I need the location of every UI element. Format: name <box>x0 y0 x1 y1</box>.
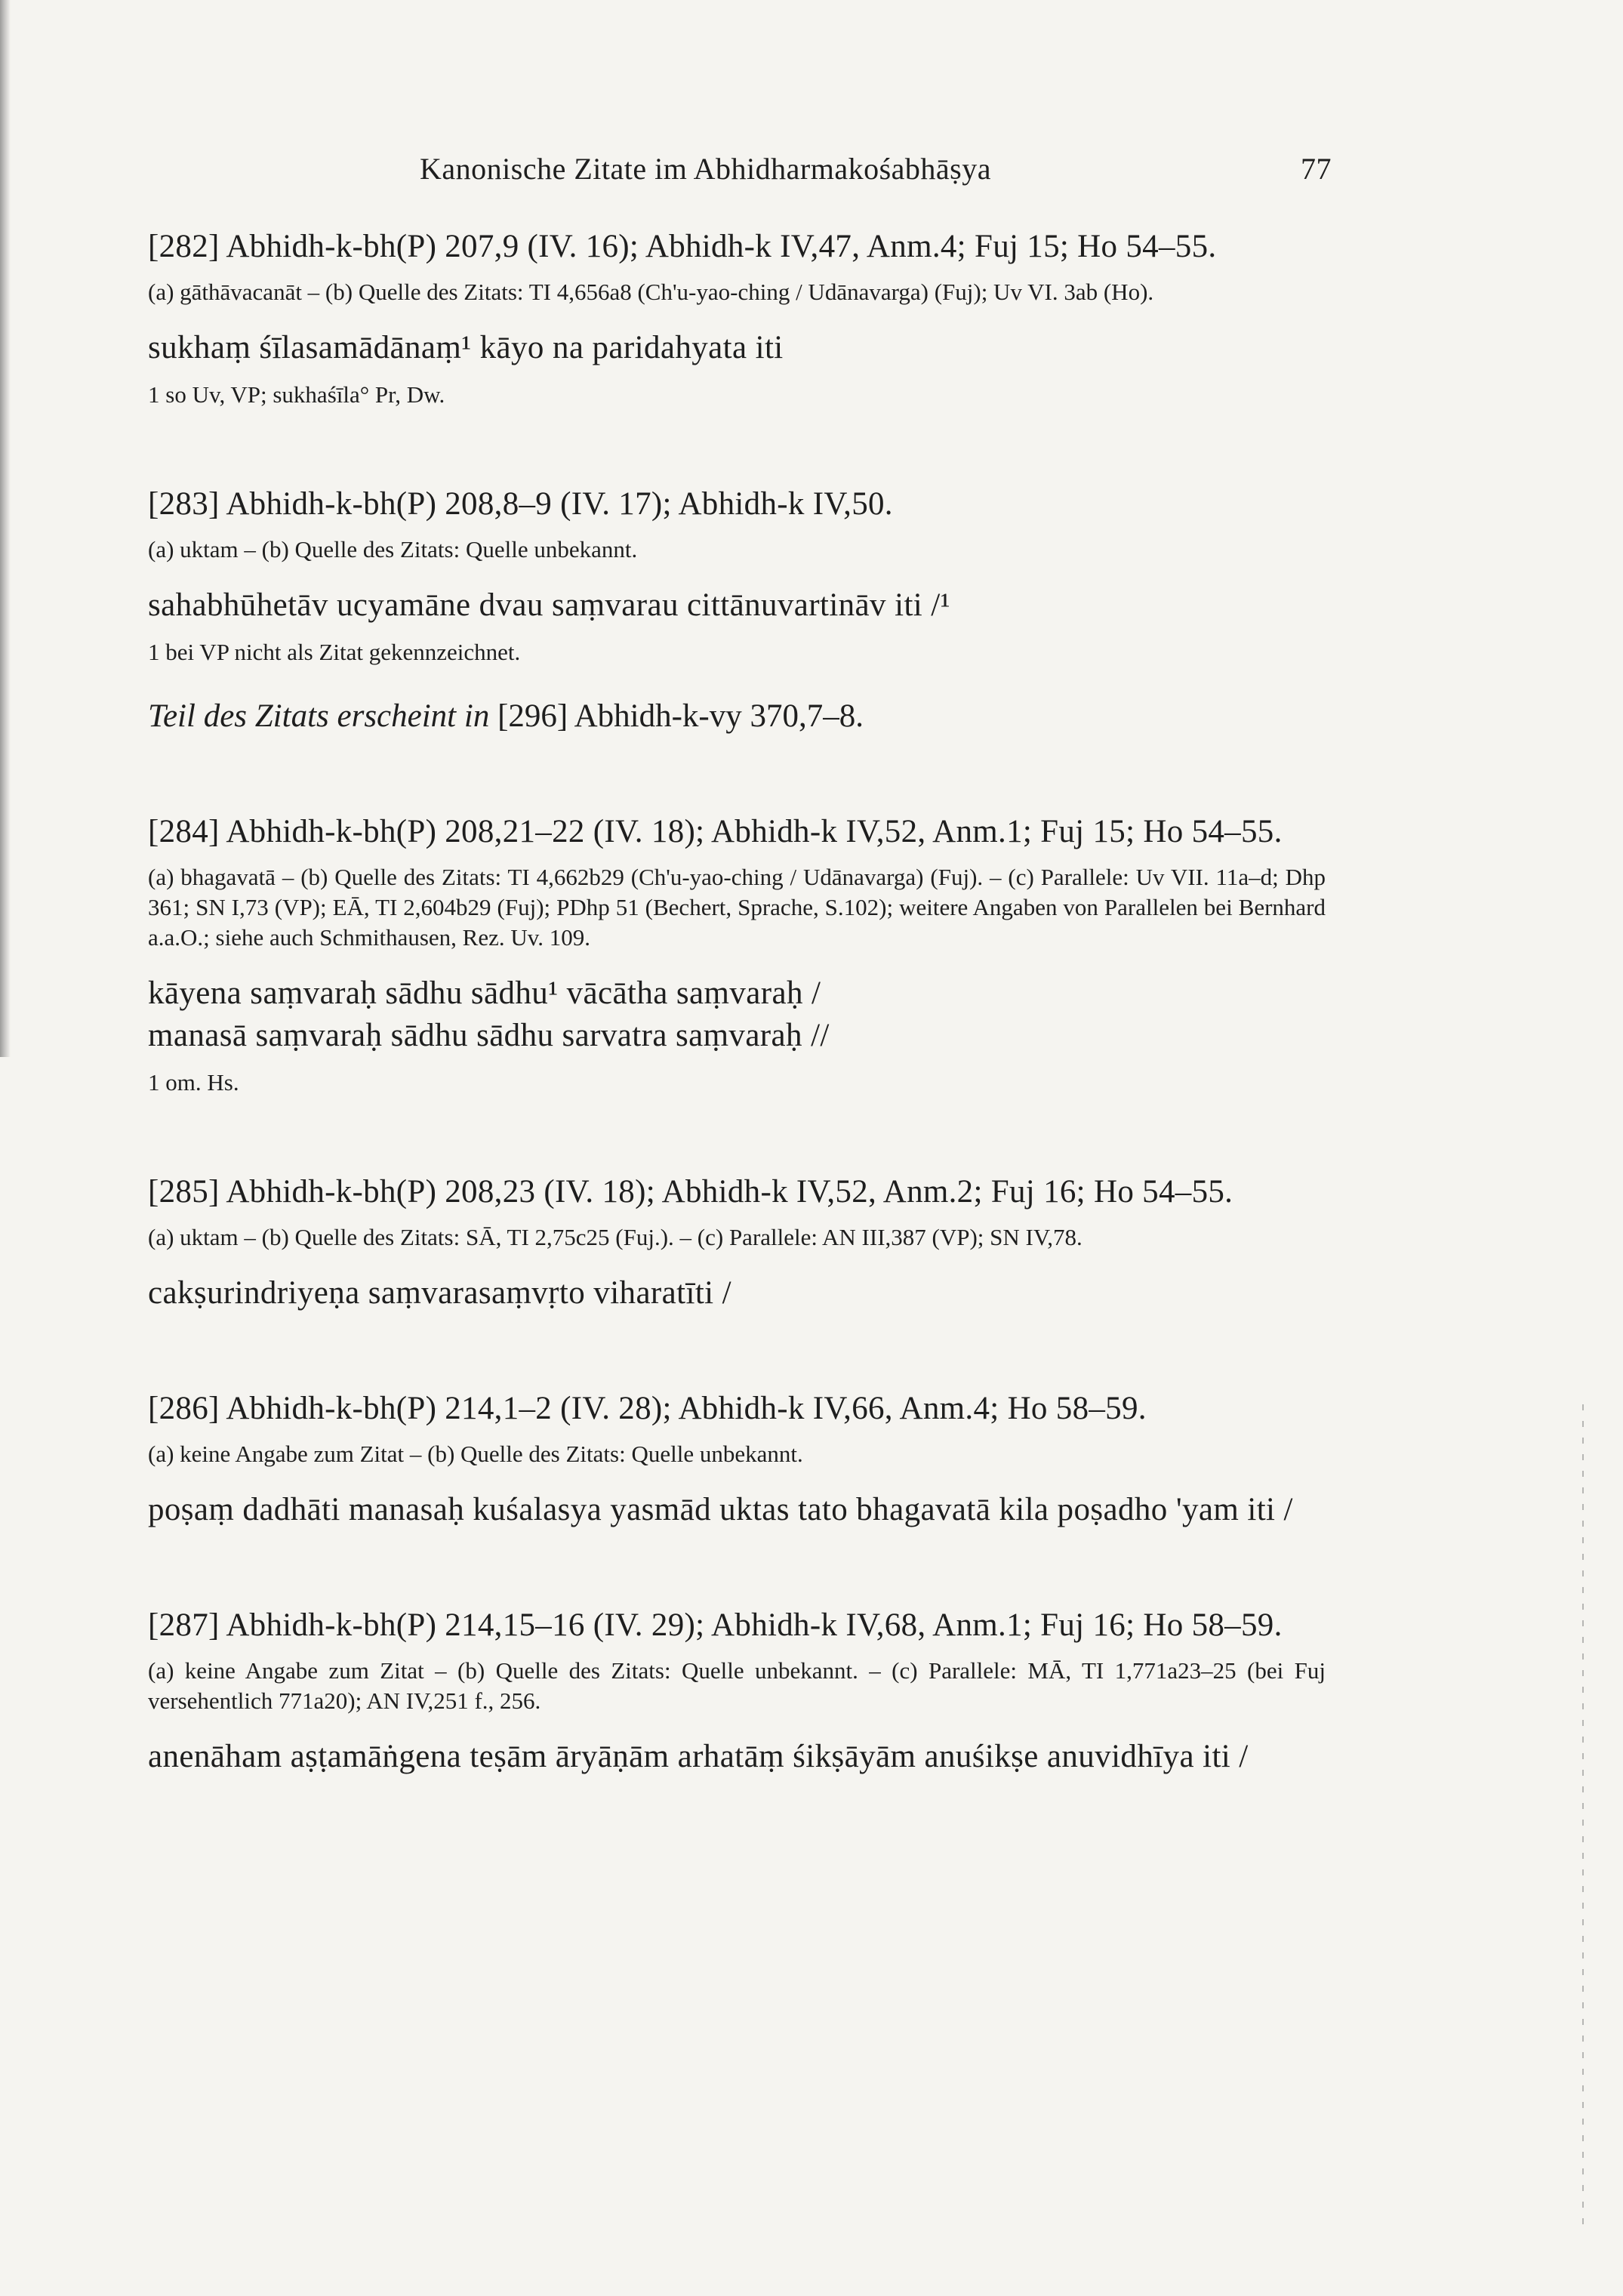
entry-reference: [285] Abhidh-k-bh(P) 208,23 (IV. 18); Abhidh-k IV,52, Anm.2; Fuj 16; Ho 54–55. <box>148 1174 1233 1210</box>
page-number: 77 <box>1301 152 1332 186</box>
entry-notes: (a) bhagavatā – (b) Quelle des Zitats: TI 4,662b29 (Ch'u-yao-ching / Udānavarga) (Fuj). – (c) Parallele: Uv VII. 11a–d; Dhp 361; SN I,73 (VP); EĀ, TI 2,604b29 (Fuj); PDhp 51 (Bechert, Sprache, S.102); weitere Angaben von Parallelen bei Bernhard a.a.O.; siehe auch Schmithausen, Rez. Uv. 109. <box>148 864 1326 951</box>
entry-footnote: 1 om. Hs. <box>148 1069 239 1096</box>
entry-reference: [283] Abhidh-k-bh(P) 208,8–9 (IV. 17); Abhidh-k IV,50. <box>148 486 893 522</box>
entry-quote: poṣaṃ dadhāti manasaḥ kuśalasya yasmād uktas tato bhagavatā kila poṣadho 'yam iti / <box>148 1492 1293 1527</box>
running-title: Kanonische Zitate im Abhidharmakośabhāṣya <box>420 152 991 186</box>
quote-line: kāyena saṃvaraḥ sādhu sādhu¹ vācātha saṃvaraḥ / <box>148 975 821 1011</box>
cross-reference-label: Teil des Zitats erscheint in <box>148 698 490 734</box>
entry-notes: (a) gāthāvacanāt – (b) Quelle des Zitats: TI 4,656a8 (Ch'u-yao-ching / Udānavarga) (Fuj); Uv VI. 3ab (Ho). <box>148 279 1154 305</box>
running-head <box>148 151 1332 196</box>
entry-287 <box>148 1604 1326 1778</box>
cross-reference <box>148 695 1326 738</box>
entry-282 <box>148 225 1326 410</box>
entry-reference: [286] Abhidh-k-bh(P) 214,1–2 (IV. 28); Abhidh-k IV,66, Anm.4; Ho 58–59. <box>148 1391 1147 1426</box>
entry-quote: sahabhūhetāv ucyamāne dvau saṃvarau cittānuvartināv iti /¹ <box>148 587 950 623</box>
entry-notes: (a) uktam – (b) Quelle des Zitats: Quelle unbekannt. <box>148 536 638 562</box>
entry-quote: cakṣurindriyeṇa saṃvarasaṃvṛto viharatīti / <box>148 1275 732 1311</box>
entry-footnote: 1 so Uv, VP; sukhaśīla° Pr, Dw. <box>148 381 445 408</box>
entry-286 <box>148 1387 1326 1531</box>
margin-scan-mark <box>1582 1404 1584 2235</box>
entry-footnote: 1 bei VP nicht als Zitat gekennzeichnet. <box>148 639 521 665</box>
entry-283 <box>148 482 1326 738</box>
entry-notes: (a) uktam – (b) Quelle des Zitats: SĀ, TI 2,75c25 (Fuj.). – (c) Parallele: AN III,387 (VP); SN IV,78. <box>148 1224 1083 1250</box>
entry-284 <box>148 810 1326 1098</box>
cross-reference-target: [296] Abhidh-k-vy 370,7–8. <box>489 698 864 734</box>
entry-reference: [282] Abhidh-k-bh(P) 207,9 (IV. 16); Abhidh-k IV,47, Anm.4; Fuj 15; Ho 54–55. <box>148 229 1217 264</box>
entry-quote <box>148 972 1326 1057</box>
entry-notes: (a) keine Angabe zum Zitat – (b) Quelle des Zitats: Quelle unbekannt. – (c) Parallele: MĀ, TI 1,771a23–25 (bei Fuj versehentlich 771a20); AN IV,251 f., 256. <box>148 1657 1326 1714</box>
entry-notes: (a) keine Angabe zum Zitat – (b) Quelle des Zitats: Quelle unbekannt. <box>148 1441 803 1467</box>
entry-reference: [284] Abhidh-k-bh(P) 208,21–22 (IV. 18); Abhidh-k IV,52, Anm.1; Fuj 15; Ho 54–55. <box>148 814 1283 849</box>
entry-quote: anenāham aṣṭamāṅgena teṣām āryāṇām arhatāṃ śikṣāyām anuśikṣe anuvidhīya iti / <box>148 1739 1249 1774</box>
entry-quote: sukhaṃ śīlasamādānaṃ¹ kāyo na paridahyata iti <box>148 330 784 365</box>
page <box>148 151 1332 1778</box>
entry-reference: [287] Abhidh-k-bh(P) 214,15–16 (IV. 29); Abhidh-k IV,68, Anm.1; Fuj 16; Ho 58–59. <box>148 1607 1283 1643</box>
scan-edge-shadow <box>0 0 11 1057</box>
entry-285 <box>148 1170 1326 1314</box>
quote-line: manasā saṃvaraḥ sādhu sādhu sarvatra saṃvaraḥ // <box>148 1018 830 1053</box>
